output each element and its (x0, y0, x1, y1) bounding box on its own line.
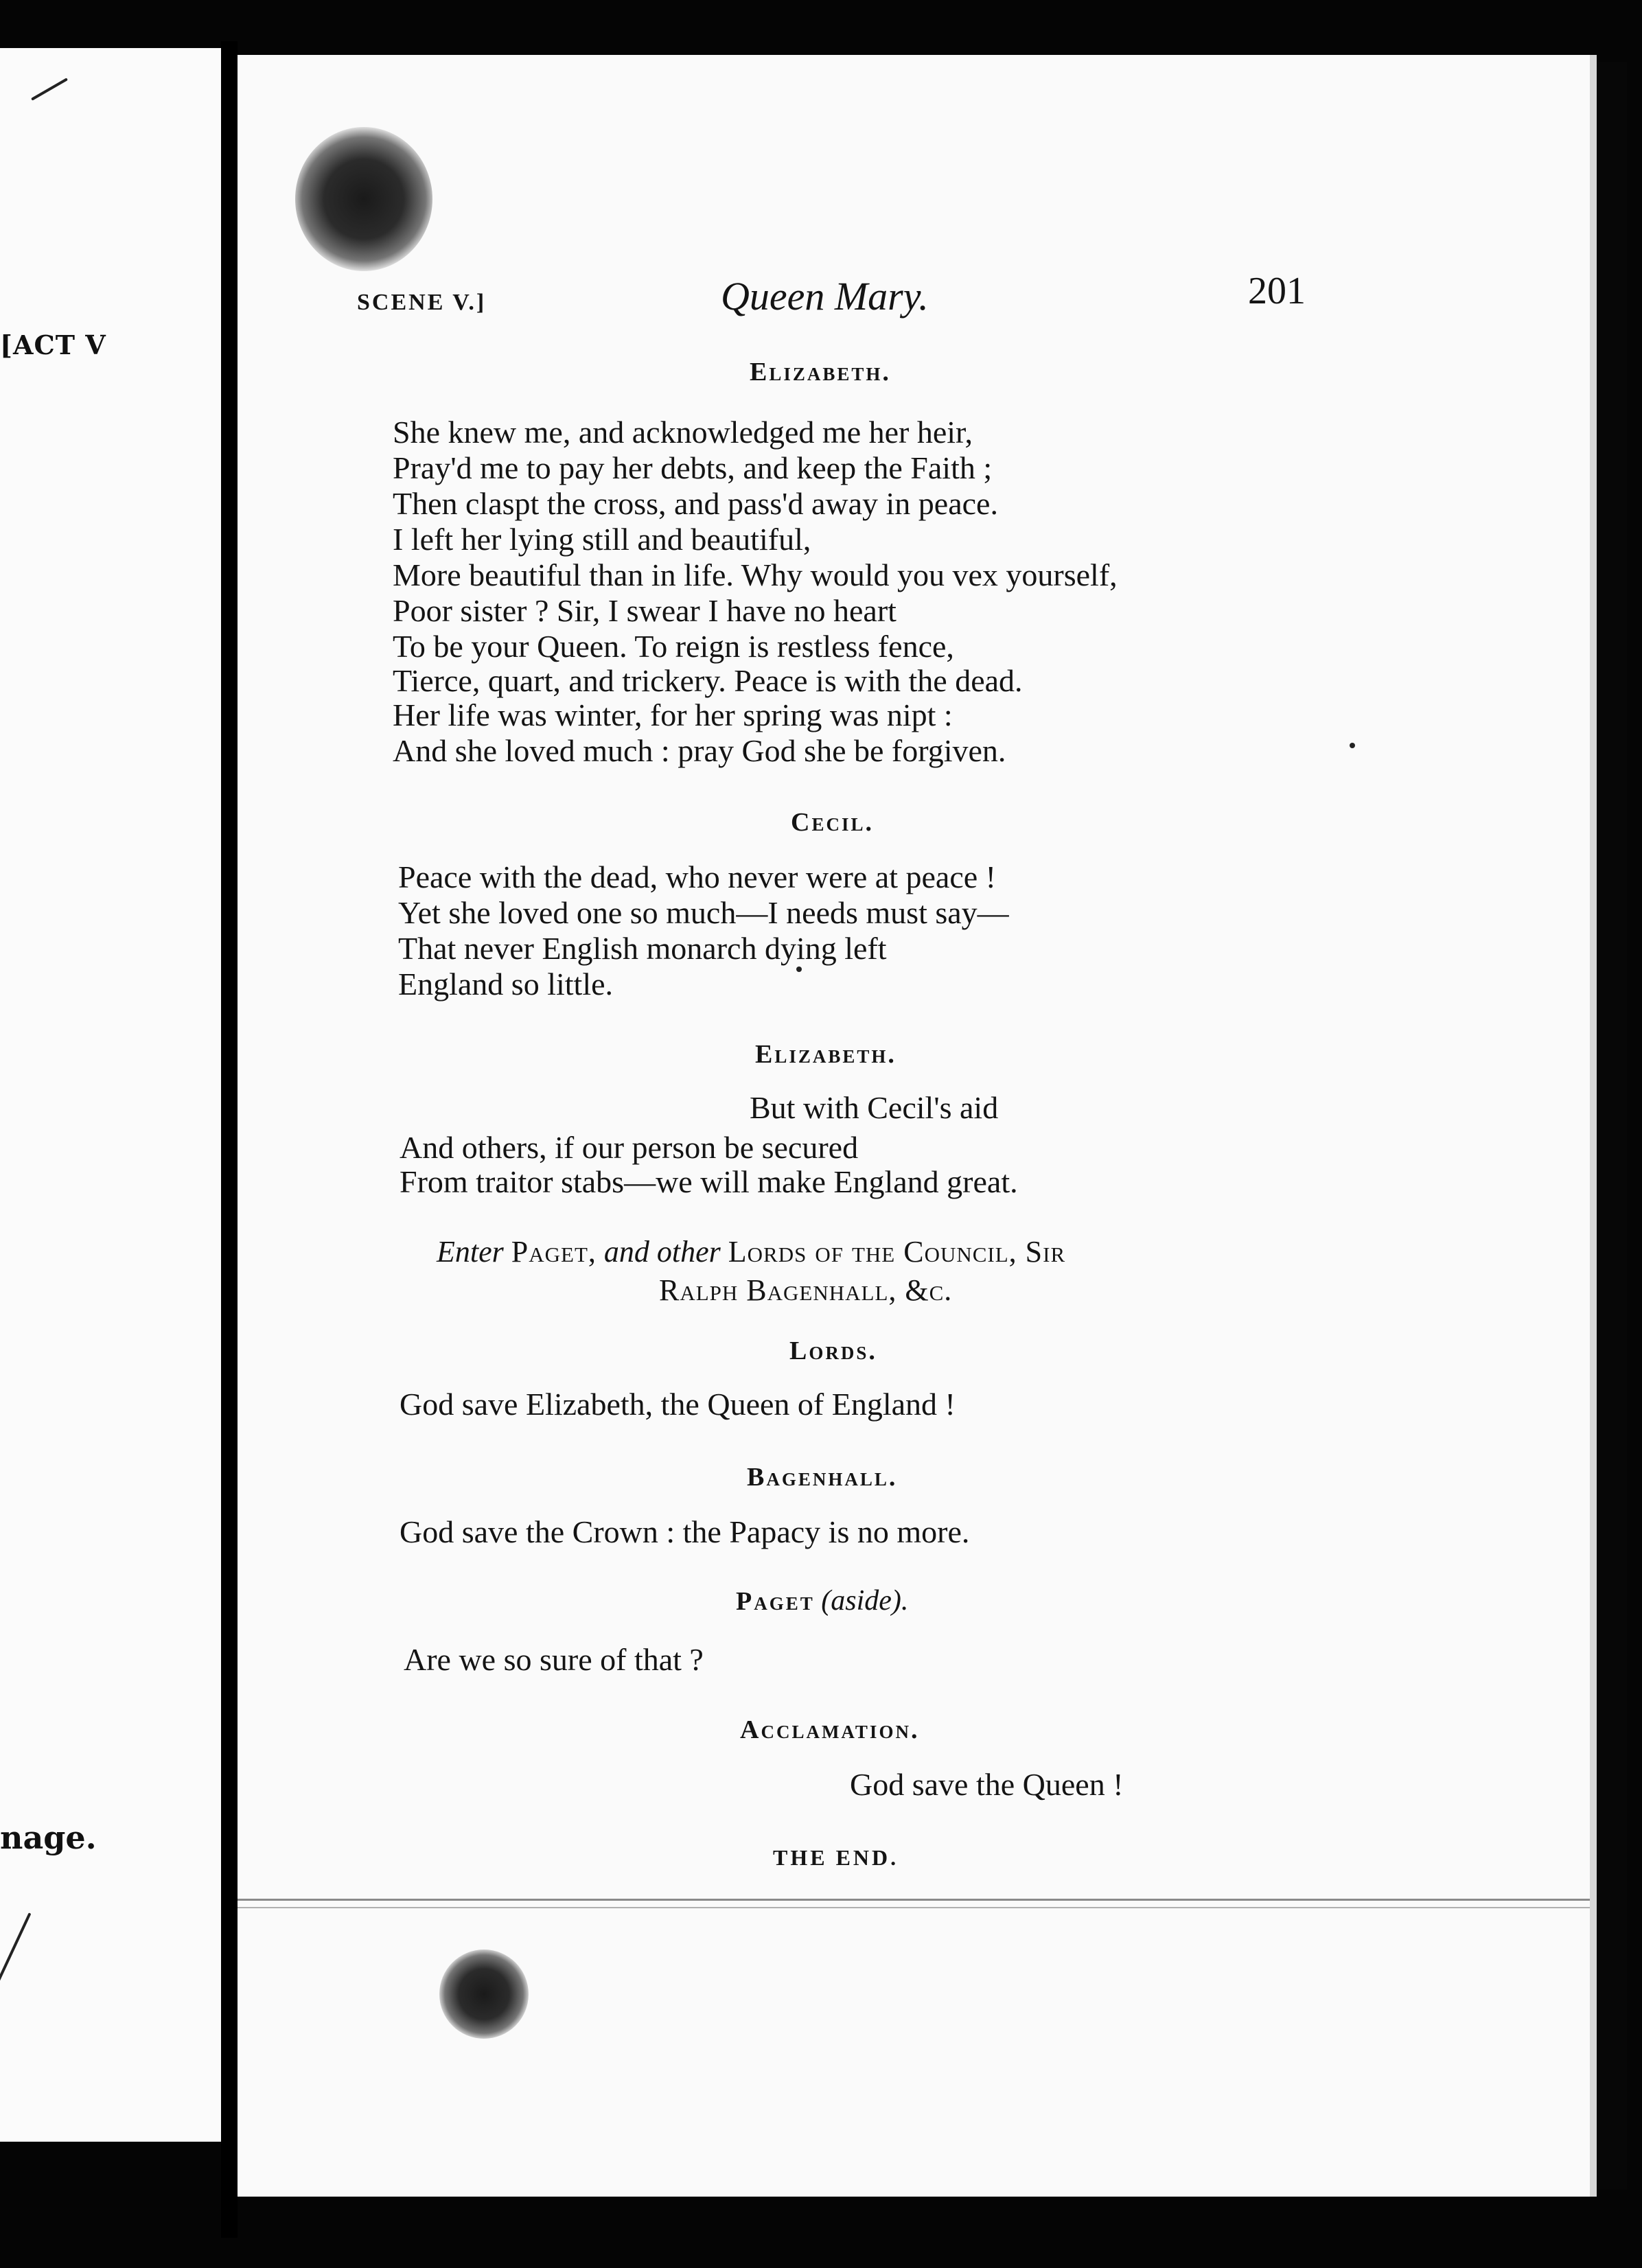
running-head-title: Queen Mary. (721, 274, 929, 319)
verse-line: God save the Queen ! (850, 1767, 1124, 1802)
verse-line: Poor sister ? Sir, I swear I have no heart (393, 593, 897, 628)
speaker-label: Elizabeth. (755, 1040, 897, 1069)
verse-line: I left her lying still and beautiful, (393, 522, 811, 557)
stage-lords: Lords of the Council, Sir (728, 1235, 1066, 1269)
page-number: 201 (1248, 270, 1306, 312)
verse-line: But with Cecil's aid (750, 1090, 999, 1125)
verse-line: Pray'd me to pay her debts, and keep the Faith ; (393, 450, 993, 485)
right-page (238, 55, 1590, 2197)
ink-blot-bottom (439, 1949, 529, 2039)
page-shadow (1597, 62, 1627, 2190)
stage-direction-line-1 (437, 1233, 1065, 1271)
verse-line: To be your Queen. To reign is restless fence, (393, 629, 954, 664)
verse-line: Yet she loved one so much—I needs must say— (398, 895, 1009, 930)
stage-and-other: and other (603, 1235, 721, 1269)
ink-blot-top (295, 127, 432, 271)
verse-line: Are we so sure of that ? (404, 1642, 704, 1677)
verse-line: England so little. (398, 967, 614, 1002)
bottom-rule (238, 1899, 1590, 1901)
verse-line: And she loved much : pray God she be forgiven. (393, 733, 1006, 768)
verse-line: And others, if our person be secured (400, 1130, 859, 1165)
stage-direction-line-2 (659, 1271, 952, 1310)
stage-enter: Enter (437, 1235, 504, 1269)
speaker-aside: (aside). (821, 1585, 909, 1617)
verse-line: She knew me, and acknowledged me her heir, (393, 415, 973, 450)
speaker-name: Paget (736, 1587, 815, 1616)
bottom-rule-2 (238, 1907, 1590, 1908)
verse-line: God save the Crown : the Papacy is no more. (400, 1514, 970, 1549)
verse-line: Peace with the dead, who never were at peace ! (398, 859, 996, 894)
verse-line: Her life was winter, for her spring was nipt : (393, 697, 953, 732)
verse-line: More beautiful than in life. Why would you vex yourself, (393, 557, 1118, 592)
the-end: THE END. (773, 1845, 899, 1870)
verse-line: God save Elizabeth, the Queen of England ! (400, 1387, 956, 1422)
verse-line: Then claspt the cross, and pass'd away in peace. (393, 486, 998, 521)
speaker-label: Elizabeth. (750, 358, 891, 386)
speck (1350, 743, 1355, 748)
left-fragment-word: nage. (0, 1819, 97, 1856)
speaker-label: Acclamation. (740, 1715, 920, 1744)
speaker-label: Bagenhall. (747, 1463, 898, 1492)
stage-paget: Paget, (511, 1235, 597, 1269)
left-running-head: [ACT V (0, 329, 106, 360)
speaker-label (736, 1584, 908, 1617)
left-page-fragment (0, 48, 221, 2142)
speaker-label: Cecil. (791, 808, 874, 837)
verse-line: That never English monarch dying left (398, 931, 887, 966)
verse-line: From traitor stabs—we will make England great. (400, 1164, 1018, 1199)
gutter (221, 41, 238, 2238)
running-head-scene: SCENE V.] (357, 290, 487, 315)
page-edge (1590, 55, 1597, 2197)
speaker-label: Lords. (789, 1336, 877, 1365)
verse-line: Tierce, quart, and trickery. Peace is with the dead. (393, 663, 1023, 698)
speck (796, 967, 802, 972)
stage-line-2: Ralph Bagenhall, &c. (659, 1273, 953, 1307)
